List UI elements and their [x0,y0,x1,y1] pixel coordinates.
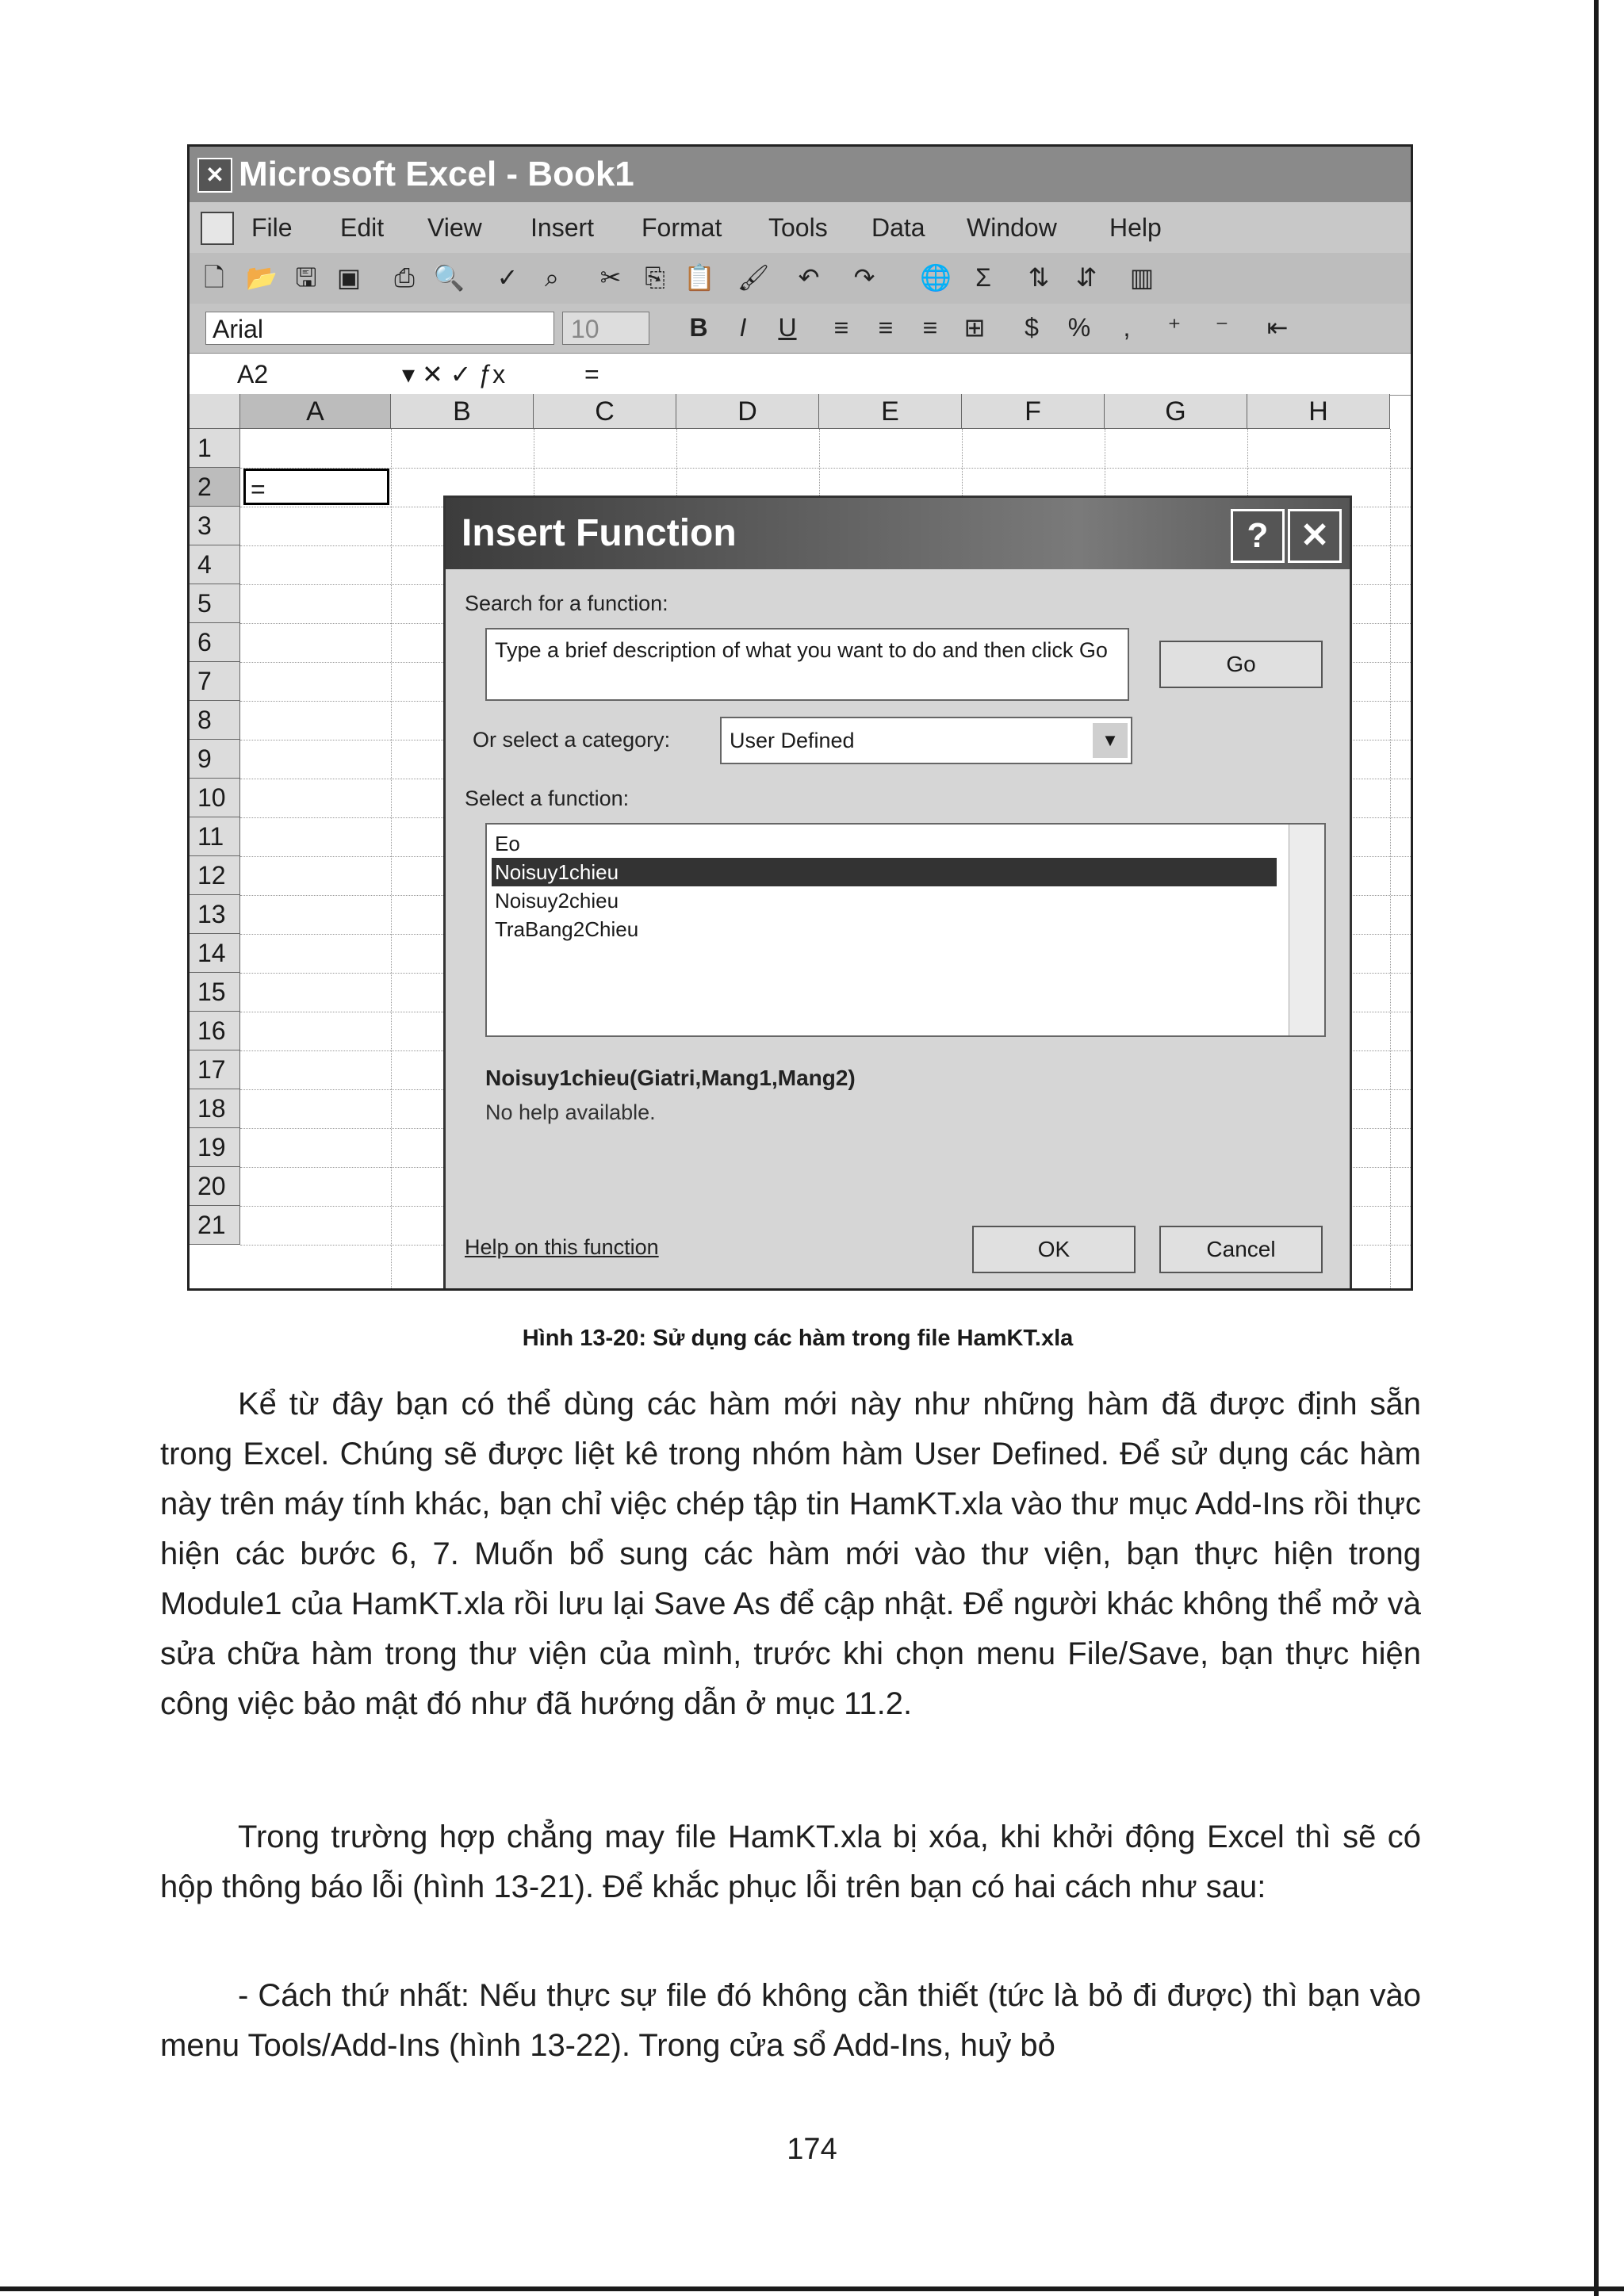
menu-view[interactable]: View [427,213,482,242]
row-header-1[interactable]: 1 [190,429,240,468]
paragraph-1: Kể từ đây bạn có thể dùng các hàm mới này như những hàm đã được định sẵn trong Excel. Chúng sẽ được liệt kê trong nhóm hàm User Defined. Để sử dụng các hàm này trên máy tính khác, bạn chỉ việc chép tập tin HamKT.xla vào thư mục Add-Ins rồi thực hiện các bước 6, 7. Muốn bổ sung các hàm mới vào thư viện, bạn thực hiện trong Module1 của HamKT.xla rồi lưu lại Save As để cập nhật. Để người khác không thể mở và sửa chữa hàm trong thư viện của mình, trước khi chọn menu File/Save, bạn thực hiện công việc bảo mật đó như đã hướng dẫn ở mục 11.2. [160,1387,1421,1721]
formula-buttons [402,357,592,392]
active-cell-a2[interactable]: = [243,469,389,505]
currency-icon[interactable]: $ [1025,313,1039,342]
hyperlink-icon[interactable]: 🌐 [920,263,952,292]
row-header-11[interactable]: 11 [190,817,240,856]
category-select[interactable] [720,717,1132,764]
list-scrollbar[interactable] [1289,825,1324,1035]
window-title: Microsoft Excel - Book1 [239,155,634,193]
dialog-title: Insert Function [462,512,737,554]
autosum-icon[interactable]: Σ [975,263,991,292]
row-header-7[interactable]: 7 [190,662,240,701]
ok-button[interactable]: OK [972,1226,1136,1273]
increase-decimal-icon[interactable]: ⁺ [1167,313,1182,342]
column-header-d[interactable]: D [676,394,819,429]
row-header-21[interactable]: 21 [190,1206,240,1245]
decrease-indent-icon[interactable]: ⇤ [1266,313,1289,342]
paragraph-3: - Cách thứ nhất: Nếu thực sự file đó không cần thiết (tức là bỏ đi được) thì bạn vào menu Tools/Add-Ins (hình 13-22). Trong cửa sổ Add-Ins, huỷ bỏ [160,1978,1421,2063]
row-header-6[interactable]: 6 [190,623,240,662]
row-header-8[interactable]: 8 [190,701,240,740]
italic-icon[interactable]: I [739,313,747,342]
redo-icon[interactable]: ↷ [853,263,875,292]
row-header-15[interactable]: 15 [190,973,240,1012]
row-header-16[interactable]: 16 [190,1012,240,1050]
row-header-9[interactable]: 9 [190,740,240,779]
comma-icon[interactable]: , [1123,313,1131,342]
sort-descending-icon[interactable]: ⇵ [1075,263,1097,292]
percent-icon[interactable]: % [1067,313,1091,342]
chevron-down-icon[interactable]: ▼ [1093,723,1128,758]
paragraph-2: Trong trường hợp chẳng may file HamKT.xla bị xóa, khi khởi động Excel thì sẽ có hộp thông báo lỗi (hình 13-21). Để khắc phục lỗi trên bạn có hai cách như sau: [160,1820,1421,1904]
menu-edit[interactable]: Edit [340,213,385,242]
merge-center-icon[interactable]: ⊞ [963,313,986,342]
sort-ascending-icon[interactable]: ⇅ [1028,263,1050,292]
permission-icon[interactable]: ▣ [336,263,362,292]
research-icon[interactable]: ⌕ [545,263,559,292]
print-preview-icon[interactable]: 🔍 [433,263,465,292]
function-item[interactable]: TraBang2Chieu [495,917,639,941]
menu-file[interactable]: File [251,213,293,242]
gridline [391,429,392,1291]
dropdown-arrow-icon[interactable]: ▾ [402,360,416,388]
row-header-20[interactable]: 20 [190,1167,240,1206]
menu-data[interactable]: Data [871,213,925,242]
column-header-h[interactable]: H [1247,394,1390,429]
column-header-a[interactable]: A [240,394,391,429]
column-header-g[interactable]: G [1105,394,1247,429]
excel-app-icon[interactable]: ✕ [197,158,232,193]
gridline [240,468,1411,469]
format-painter-icon[interactable]: 🖌 [737,263,770,292]
enter-entry-icon[interactable]: ✓ [450,360,472,388]
spelling-icon[interactable]: ✓ [496,263,519,292]
open-icon[interactable]: 📂 [246,263,278,292]
copy-icon[interactable]: ⎘ [645,263,665,292]
window-titlebar [190,147,1411,202]
menu-bar [190,202,1411,253]
menu-window[interactable]: Window [967,213,1057,242]
formula-bar [190,353,1411,396]
row-header-17[interactable]: 17 [190,1050,240,1089]
help-link[interactable]: Help on this function [465,1235,659,1259]
name-box[interactable]: A2 [237,360,269,388]
function-label: Select a function: [465,786,630,810]
excel-screenshot [187,144,1413,1291]
dialog-titlebar [446,498,1350,569]
close-icon[interactable]: ✕ [1288,509,1342,563]
paste-icon[interactable]: 📋 [684,263,715,292]
function-description: No help available. [485,1100,656,1124]
row-header-13[interactable]: 13 [190,895,240,934]
page-right-edge [1594,0,1599,2296]
font-size-box[interactable]: 10 [562,312,649,345]
go-button[interactable]: Go [1159,641,1323,688]
undo-icon[interactable]: ↶ [798,263,820,292]
page-bottom-edge [0,2286,1624,2291]
function-item-selected[interactable]: Noisuy1chieu [492,858,1277,886]
print-icon[interactable]: ⎙ [394,263,415,292]
figure-caption: Hình 13-20: Sử dụng các hàm trong file HamKT.xla [522,1326,1074,1351]
row-header-10[interactable]: 10 [190,779,240,817]
column-header-b[interactable]: B [391,394,534,429]
gridline [1390,429,1391,1291]
underline-icon[interactable]: U [778,313,797,342]
font-name-box[interactable]: Arial [205,312,554,345]
row-header-5[interactable]: 5 [190,584,240,623]
page-number: 174 [787,2133,837,2166]
function-signature: Noisuy1chieu(Giatri,Mang1,Mang2) [485,1066,856,1090]
cut-icon[interactable]: ✂ [599,263,622,292]
align-left-icon[interactable]: ≡ [833,313,849,342]
standard-toolbar [190,253,1411,304]
formula-input[interactable]: = [584,360,599,388]
menu-help[interactable]: Help [1109,213,1162,242]
row-header-3[interactable]: 3 [190,507,240,545]
search-label: Search for a function: [465,591,668,615]
category-value: User Defined [730,729,855,752]
function-item[interactable]: Noisuy2chieu [495,889,619,913]
document-icon[interactable] [201,212,234,245]
help-question-icon[interactable]: ? [1231,509,1285,563]
save-icon[interactable]: 🖫 [295,263,317,292]
chart-wizard-icon[interactable]: ▥ [1129,263,1155,292]
align-right-icon[interactable]: ≡ [922,313,938,342]
bold-icon[interactable]: B [689,313,708,342]
formatting-toolbar [190,304,1411,353]
cancel-button[interactable]: Cancel [1159,1226,1323,1273]
row-header-18[interactable]: 18 [190,1089,240,1128]
row-header-19[interactable]: 19 [190,1128,240,1167]
new-icon[interactable]: 🗋 [204,263,224,292]
decrease-decimal-icon[interactable]: ⁻ [1215,313,1229,342]
insert-function-dialog [443,496,1352,1291]
insert-function-icon[interactable]: ƒx [478,360,506,388]
row-header-14[interactable]: 14 [190,934,240,973]
menu-format[interactable]: Format [642,213,722,242]
select-all-corner[interactable] [190,394,240,429]
menu-insert[interactable]: Insert [530,213,595,242]
cancel-entry-icon[interactable]: ✕ [421,360,443,388]
search-input[interactable]: Type a brief description of what you want to do and then click Go [485,628,1129,701]
function-list [485,823,1326,1037]
row-header-12[interactable]: 12 [190,856,240,895]
function-item[interactable]: Eo [495,832,520,855]
align-center-icon[interactable]: ≡ [878,313,894,342]
column-header-f[interactable]: F [962,394,1105,429]
column-header-e[interactable]: E [819,394,962,429]
column-header-c[interactable]: C [534,394,676,429]
category-label: Or select a category: [473,728,671,752]
menu-tools[interactable]: Tools [768,213,828,242]
row-header-2[interactable]: 2 [190,468,240,507]
row-header-4[interactable]: 4 [190,545,240,584]
